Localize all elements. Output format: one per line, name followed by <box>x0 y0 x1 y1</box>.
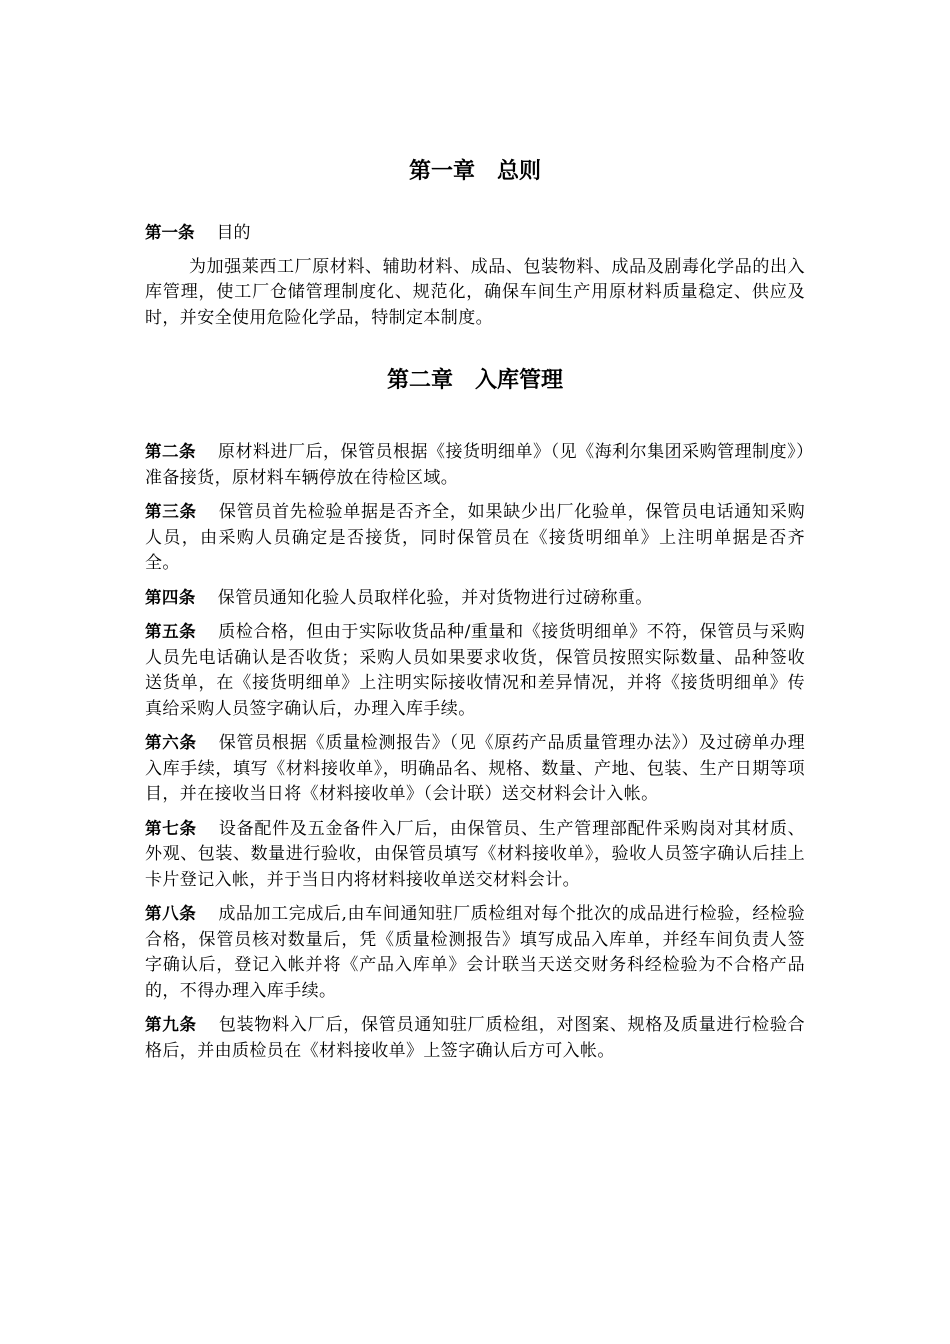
article-label: 第四条 <box>145 587 196 607</box>
article-text: 保管员首先检验单据是否齐全，如果缺少出厂化验单，保管员电话通知采购人员，由采购人员确定是否接货，同时保管员在《接货明细单》上注明单据是否齐全。 <box>145 502 805 573</box>
article-label: 第六条 <box>145 733 197 752</box>
article-label: 第二条 <box>145 442 197 461</box>
article-6 <box>145 730 805 808</box>
document-content <box>145 150 805 1072</box>
article-label: 第五条 <box>145 622 197 641</box>
article-4 <box>145 585 805 612</box>
article-label: 第九条 <box>145 1015 197 1034</box>
article-label: 第三条 <box>145 502 197 521</box>
article-text: 原材料进厂后，保管员根据《接货明细单》（见《海利尔集团采购管理制度》）准备接货，原材料车辆停放在待检区域。 <box>145 442 806 488</box>
article-1-subject: 目的 <box>216 223 251 243</box>
article-text: 保管员通知化验人员取样化验，并对货物进行过磅称重。 <box>217 587 653 608</box>
chapter-2-title: 第二章 入库管理 <box>386 368 563 393</box>
article-9 <box>145 1012 805 1064</box>
article-text: 包装物料入厂后，保管员通知驻厂质检组，对图案、规格及质量进行检验合格后，并由质检员在《材料接收单》上签字确认后方可入帐。 <box>145 1015 805 1061</box>
article-label: 第一条 <box>145 223 195 242</box>
article-7 <box>145 816 805 894</box>
article-text: 保管员根据《质量检测报告》（见《原药产品质量管理办法》）及过磅单办理入库手续，填写《材料接收单》，明确品名、规格、数量、产地、包装、生产日期等项目，并在接收当日将《材料接收单》（会计联）送交材料会计入帐。 <box>145 733 805 804</box>
article-label: 第七条 <box>145 818 197 838</box>
article-label: 第八条 <box>145 904 197 923</box>
article-text: 质检合格，但由于实际收货品种/重量和《接货明细单》不符，保管员与采购人员先电话确认是否收货；采购人员如果要求收货，保管员按照实际数量、品种签收送货单，在《接货明细单》上注明实际接收情况和差异情况，并将《接货明细单》传真给采购人员签字确认后，办理入库手续。 <box>145 622 805 719</box>
article-8 <box>145 901 805 1004</box>
chapter-1-title: 第一章 总则 <box>408 159 541 184</box>
article-text: 设备配件及五金备件入厂后，由保管员、生产管理部配件采购岗对其材质、外观、包装、数量进行验收，由保管员填写《材料接收单》，验收人员签字确认后挂上卡片登记入帐，并于当日内将材料接收单送交材料会计。 <box>145 818 805 890</box>
article-text: 成品加工完成后,由车间通知驻厂质检组对每个批次的成品进行检验，经检验合格，保管员核对数量后，凭《质量检测报告》填写成品入库单，并经车间负责人签字确认后，登记入帐并将《产品入库单》会计联当天送交财务科经检验为不合格产品的，不得办理入库手续。 <box>145 904 805 1001</box>
article-2 <box>145 439 805 491</box>
article-1-heading <box>145 220 805 247</box>
article-1-body: 为加强莱西工厂原材料、辅助材料、成品、包装物料、成品及剧毒化学品的出入库管理，使工厂仓储管理制度化、规范化，确保车间生产用原材料质量稳定、供应及时，并安全使用危险化学品，特制定本制度。 <box>145 256 805 328</box>
article-3 <box>145 499 805 577</box>
article-5 <box>145 619 805 722</box>
